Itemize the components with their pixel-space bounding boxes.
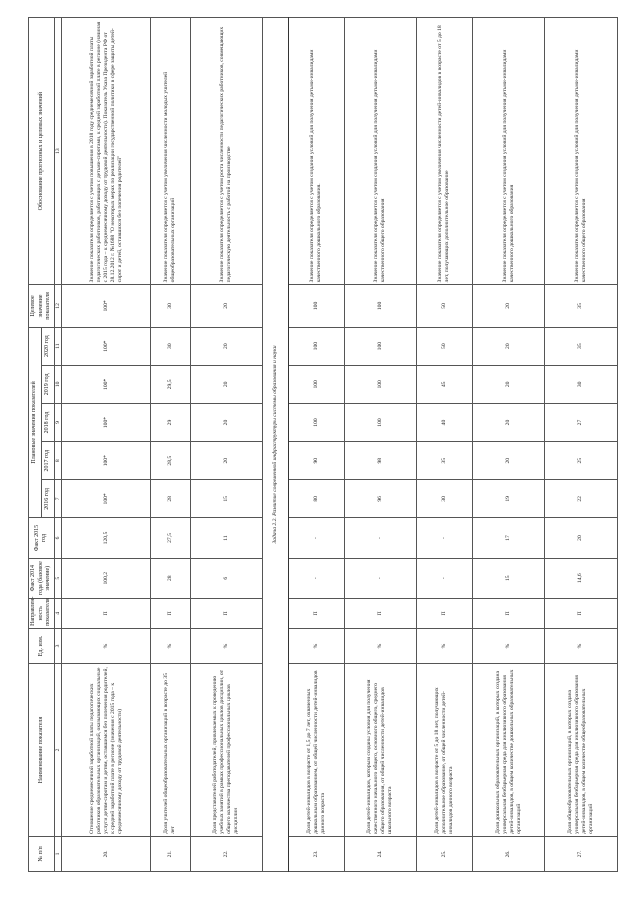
- table-row: [288, 18, 344, 872]
- column-number: 8: [54, 442, 62, 480]
- direction: П: [472, 598, 544, 628]
- column-number: 6: [54, 518, 62, 558]
- planned-value: 20: [472, 327, 544, 365]
- header-year: 2019 год: [41, 365, 54, 403]
- header-year: 2020 год: [41, 327, 54, 365]
- target-value: 100*: [62, 285, 151, 327]
- row-number: 26.: [472, 836, 544, 871]
- column-number: 7: [54, 480, 62, 518]
- header-unit: Ед. изм.: [29, 628, 55, 663]
- row-number: 23.: [288, 836, 344, 871]
- table-row: [344, 18, 416, 872]
- header-justification: Обоснование прогнозных и целевых значений: [29, 18, 55, 285]
- planned-value: 100: [288, 327, 344, 365]
- planned-value: 100: [344, 365, 416, 403]
- direction: П: [288, 598, 344, 628]
- column-number: 10: [54, 365, 62, 403]
- header-year: 2016 год: [41, 480, 54, 518]
- planned-value: 100: [344, 327, 416, 365]
- planned-value: 30: [151, 327, 191, 365]
- indicator-name: Доля представителей работодателей, привлекаемых к проведению учебных занятий в рамках профессиональных циклов дисциплин, от общего количества преподавателей профессиональных циклов дисциплин: [190, 664, 262, 837]
- row-number: 22.: [190, 836, 262, 871]
- planned-value: 100*: [62, 327, 151, 365]
- indicator-name: Доля учителей общеобразовательных организаций в возрасте до 35 лет: [151, 664, 191, 837]
- target-value: 30: [151, 285, 191, 327]
- planned-value: 96: [344, 480, 416, 518]
- table-row: [151, 18, 191, 872]
- planned-value: 20: [472, 365, 544, 403]
- planned-value: 100*: [62, 442, 151, 480]
- planned-value: 27: [545, 403, 617, 441]
- planned-value: 100: [288, 365, 344, 403]
- direction: П: [416, 598, 472, 628]
- fact-2014: -: [288, 558, 344, 598]
- unit: %: [472, 628, 544, 663]
- fact-2015: 11: [190, 518, 262, 558]
- unit: %: [151, 628, 191, 663]
- header-planned-values: Плановые значения показателей: [29, 327, 42, 518]
- header-direction: Направлен- ность показателя: [29, 598, 55, 628]
- row-number: 20.: [62, 836, 151, 871]
- direction: П: [151, 598, 191, 628]
- fact-2015: 17: [472, 518, 544, 558]
- fact-2014: 15: [472, 558, 544, 598]
- direction: П: [62, 598, 151, 628]
- unit: %: [62, 628, 151, 663]
- indicator-name: Отношение среднемесячной заработной платы педагогических работников образовательных организаций, оказывающих социальные услуги детям-сиротам и детям, оставшимся без попечения родителей, к средней заработной плате в регионе (значения с 2015 года – к среднемесячному доходу от трудовой деятельности): [62, 664, 151, 837]
- target-value: 50: [416, 285, 472, 327]
- fact-2014: -: [344, 558, 416, 598]
- unit: %: [344, 628, 416, 663]
- planned-value: 22: [545, 480, 617, 518]
- indicators-table: [28, 17, 618, 872]
- planned-value: 100*: [62, 403, 151, 441]
- justification: Значение показателя определяется с учетом повышения в 2018 году среднемесячной заработной платы педагогических работников, работающих с детьми-сиротами, к средней заработной плате в регионе (начиная с 2015 года – к среднемесячному доходу от трудовой деятельности). Показатель Указа Президента РФ от 28.12.2012 г. №1688 "О некоторых мерах по реализации государственной политики в сфере защиты детей-сирот и детей, оставшихся без попечения родителей": [62, 18, 151, 285]
- column-number: 9: [54, 403, 62, 441]
- table-row: [472, 18, 544, 872]
- fact-2015: 27,5: [151, 518, 191, 558]
- header-fact-2014: Факт 2014 года (базовое значение): [29, 558, 55, 598]
- planned-value: 40: [416, 403, 472, 441]
- fact-2014: 100,2: [62, 558, 151, 598]
- planned-value: 90: [288, 442, 344, 480]
- planned-value: 28,5: [151, 442, 191, 480]
- header-fact-2015: Факт 2015 год: [29, 518, 55, 558]
- row-number: 25.: [416, 836, 472, 871]
- planned-value: 100: [344, 403, 416, 441]
- table-row: [190, 18, 262, 872]
- planned-value: 28: [151, 480, 191, 518]
- planned-value: 50: [416, 327, 472, 365]
- planned-value: 29: [151, 403, 191, 441]
- justification: Значение показателя определяется с учетом создания условий для получения детьми-инвалидами качественного дошкольного образования.: [288, 18, 344, 285]
- planned-value: 80: [288, 480, 344, 518]
- fact-2015: 120,5: [62, 518, 151, 558]
- planned-value: 20: [472, 442, 544, 480]
- header-name: Наименование показателя: [29, 664, 55, 837]
- target-value: 100: [288, 285, 344, 327]
- planned-value: 20: [190, 442, 262, 480]
- target-value: 20: [190, 285, 262, 327]
- column-number: 3: [54, 628, 62, 663]
- unit: %: [288, 628, 344, 663]
- header-target: Целевое значение показателя: [29, 285, 55, 327]
- indicator-name: Доля общеобразовательных организаций, в которых создана универсальная безбарьерная среда для инклюзивного образования детей-инвалидов, в общем количестве общеобразовательных организаций: [545, 664, 617, 837]
- indicator-name: Доля детей-инвалидов в возрасте от 1,5 до 7 лет, охваченных дошкольным образованием, от общей численности детей-инвалидов данного возраста: [288, 664, 344, 837]
- justification: Значение показателя определяется с учетом увеличения численности молодых учителей общеобразовательных организаций: [151, 18, 191, 285]
- direction: П: [545, 598, 617, 628]
- column-number: 1: [54, 836, 62, 871]
- planned-value: 35: [545, 327, 617, 365]
- fact-2014: 28: [151, 558, 191, 598]
- column-number: 11: [54, 327, 62, 365]
- indicator-name: Доля дошкольных образовательных организаций, в которых создана универсальная безбарьерная среда для инклюзивного образования детей-инвалидов, в общем количестве дошкольных образовательных организаций: [472, 664, 544, 837]
- planned-value: 25: [545, 442, 617, 480]
- target-value: 100: [344, 285, 416, 327]
- row-number: 27.: [545, 836, 617, 871]
- column-number: 2: [54, 664, 62, 837]
- planned-value: 35: [416, 442, 472, 480]
- table-row: [545, 18, 617, 872]
- header-num: № п/п: [29, 836, 55, 871]
- column-number: 5: [54, 558, 62, 598]
- fact-2014: 6: [190, 558, 262, 598]
- target-value: 20: [472, 285, 544, 327]
- planned-value: 20: [472, 403, 544, 441]
- column-number: 13: [54, 18, 62, 285]
- justification: Значение показателя определяется с учетом создания условий для получения детьми-инвалидами качественного общего образования: [344, 18, 416, 285]
- planned-value: 30: [545, 365, 617, 403]
- planned-value: 20: [190, 365, 262, 403]
- indicator-name: Доля детей-инвалидов в возрасте от 5 до 18 лет, получающих дополнительное образование, от общей численности детей-инвалидов данного возраста: [416, 664, 472, 837]
- table-row: [416, 18, 472, 872]
- column-number: 12: [54, 285, 62, 327]
- row-number: 24.: [344, 836, 416, 871]
- justification: Значение показателя определяется с учетом увеличения численности детей-инвалидов в возрасте от 5 до 18 лет, получающих дополнительное образование: [416, 18, 472, 285]
- fact-2014: 14,6: [545, 558, 617, 598]
- planned-value: 20: [190, 327, 262, 365]
- planned-value: 100: [288, 403, 344, 441]
- fact-2014: -: [416, 558, 472, 598]
- fact-2015: 20: [545, 518, 617, 558]
- fact-2015: -: [416, 518, 472, 558]
- indicator-name: Доля детей-инвалидов, которым созданы условия для получения качественного начального общего, основного общего, среднего общего образования, от общей численности детей-инвалидов школьного возраста: [344, 664, 416, 837]
- direction: П: [190, 598, 262, 628]
- direction: П: [344, 598, 416, 628]
- target-value: 35: [545, 285, 617, 327]
- header-year: 2018 год: [41, 403, 54, 441]
- fact-2015: -: [344, 518, 416, 558]
- planned-value: 100*: [62, 480, 151, 518]
- row-number: 21.: [151, 836, 191, 871]
- planned-value: 15: [190, 480, 262, 518]
- planned-value: 98: [344, 442, 416, 480]
- planned-value: 29,5: [151, 365, 191, 403]
- column-number: 4: [54, 598, 62, 628]
- unit: %: [545, 628, 617, 663]
- task-title: Задача 2.2. Развитие современной инфраструктуры системы образования и науки: [263, 18, 289, 872]
- planned-value: 20: [190, 403, 262, 441]
- unit: %: [190, 628, 262, 663]
- justification: Значение показателя определяется с учетом создания условий для получения детьми-инвалидами качественного общего образования: [545, 18, 617, 285]
- justification: Значение показателя определяется с учетом создания условий для получения детьми-инвалидами качественного дошкольного образования: [472, 18, 544, 285]
- planned-value: 19: [472, 480, 544, 518]
- unit: %: [416, 628, 472, 663]
- header-year: 2017 год: [41, 442, 54, 480]
- justification: Значение показателя определяется с учетом роста численности педагогических работников, совмещающих педагогическую деятельность с работой на производстве: [190, 18, 262, 285]
- planned-value: 30: [416, 480, 472, 518]
- fact-2015: -: [288, 518, 344, 558]
- planned-value: 45: [416, 365, 472, 403]
- table-row: [62, 18, 151, 872]
- planned-value: 100*: [62, 365, 151, 403]
